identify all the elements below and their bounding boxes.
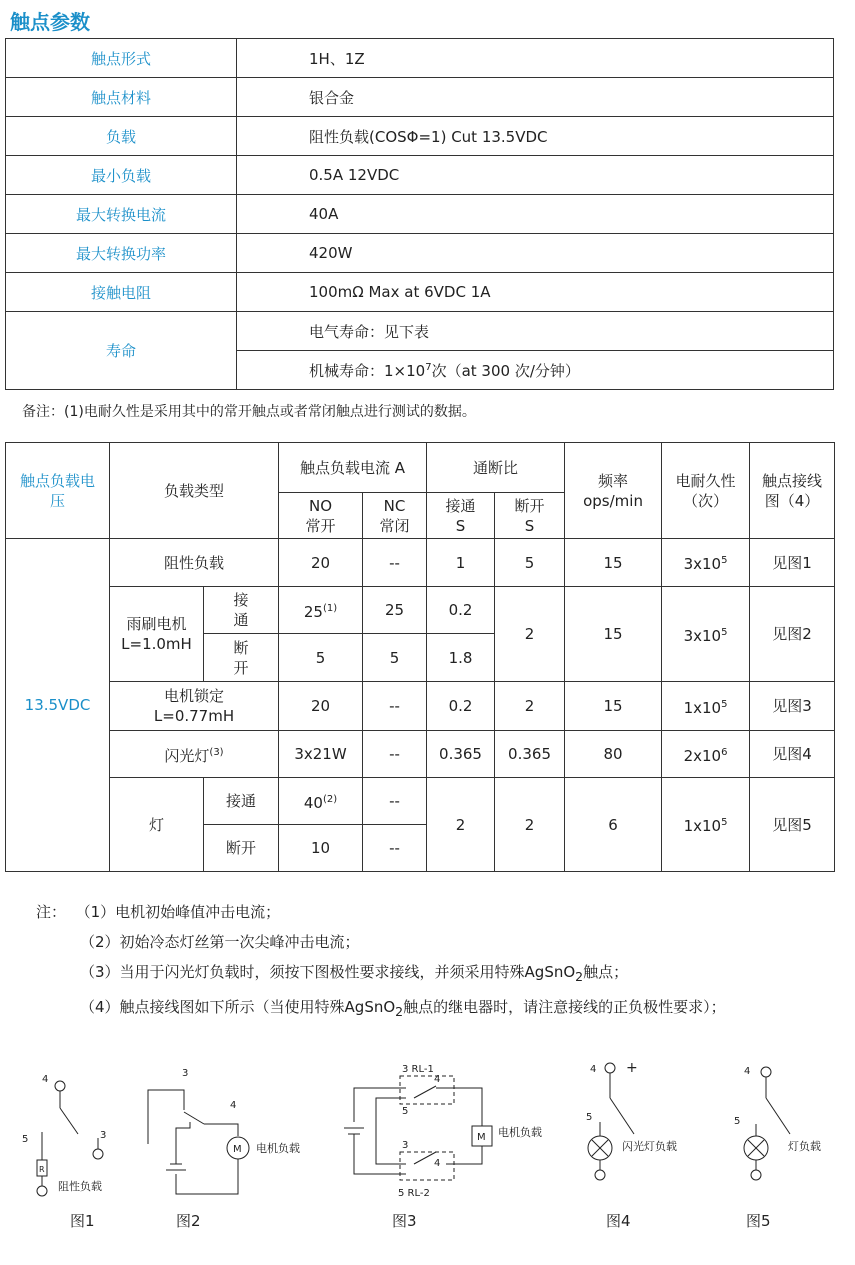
table-cell: 0.365 xyxy=(427,731,495,778)
header-cell xyxy=(662,443,750,539)
table-cell: 20 xyxy=(279,539,363,587)
header-text: 图（4） xyxy=(764,491,820,510)
resistor-label: R xyxy=(39,1165,45,1174)
table-cell: 见图5 xyxy=(750,778,835,872)
figure-caption: 图5 xyxy=(746,1212,771,1230)
dur-text: 3x10 xyxy=(683,626,722,645)
load-table xyxy=(5,442,835,872)
note-text: （3）当用于闪光灯负载时，须按下图极性要求接线，并须采用特殊AgSnO xyxy=(80,963,576,981)
figure-caption: 图1 xyxy=(70,1212,95,1230)
wiring-diagram-4 xyxy=(578,1052,708,1207)
table-cell: 见图3 xyxy=(750,682,835,731)
table-row xyxy=(6,234,834,273)
polarity-label: + xyxy=(626,1060,638,1076)
header-text: 触点接线 xyxy=(762,471,823,490)
table-cell: 15 xyxy=(565,682,662,731)
wire xyxy=(176,1159,238,1194)
param-key: 触点材料 xyxy=(6,78,237,117)
header-cell: 通断比 xyxy=(427,443,565,493)
switch-blade xyxy=(414,1152,436,1164)
param-key: 最大转换电流 xyxy=(6,195,237,234)
param-value: 420W xyxy=(237,234,834,273)
table-cell: 2 xyxy=(495,778,565,872)
pin-label: 4 xyxy=(434,1074,441,1085)
table-cell: -- xyxy=(363,539,427,587)
footnote-mark: (1) xyxy=(322,602,338,614)
cell-text: 25 xyxy=(303,602,323,621)
subscript: 2 xyxy=(395,1004,404,1019)
figure-caption: 图2 xyxy=(176,1212,201,1230)
header-text: 常闭 xyxy=(379,516,410,535)
param-value: 40A xyxy=(237,195,834,234)
table-cell: 5 xyxy=(495,539,565,587)
motor-label: M xyxy=(477,1132,486,1143)
wire xyxy=(354,1088,409,1122)
pin-label: 5 xyxy=(586,1112,593,1123)
table-cell xyxy=(662,731,750,778)
table-cell: 2 xyxy=(495,587,565,682)
table-cell xyxy=(110,682,279,731)
table-cell: 接通 xyxy=(204,778,279,825)
header-cell xyxy=(363,493,427,539)
dur-text: 3x10 xyxy=(683,555,722,573)
note-line xyxy=(36,957,726,992)
table-row xyxy=(6,682,835,731)
figure-caption: 图4 xyxy=(606,1212,631,1230)
terminal xyxy=(751,1170,761,1180)
cell-text: 40 xyxy=(303,793,323,812)
note-text: （4）触点接线图如下所示（当使用特殊AgSnO xyxy=(80,998,396,1016)
table-cell: 3x21W xyxy=(279,731,363,778)
table-row xyxy=(6,195,834,234)
wire xyxy=(446,1146,482,1164)
terminal-4 xyxy=(605,1063,615,1073)
mech-life-text: 机械寿命：1×10 xyxy=(309,361,426,380)
param-key: 接触电阻 xyxy=(6,273,237,312)
table-cell: 0.2 xyxy=(427,682,495,731)
wire xyxy=(436,1088,482,1126)
note-line xyxy=(36,992,726,1027)
note-text: （1）电机初始峰值冲击电流； xyxy=(75,903,281,921)
pin-label: 3 xyxy=(182,1068,189,1079)
table-cell: 见图2 xyxy=(750,587,835,682)
header-text: 接通 xyxy=(445,496,476,515)
table-cell: 5 xyxy=(279,634,363,682)
header-text: NC xyxy=(383,496,406,515)
table-cell: -- xyxy=(363,825,427,872)
terminal-4 xyxy=(55,1081,65,1091)
table-cell xyxy=(110,587,204,682)
table-row xyxy=(6,312,834,351)
exponent: 7 xyxy=(425,361,432,373)
exponent: 6 xyxy=(721,746,728,758)
table-cell xyxy=(204,634,279,682)
pin-label: 4 xyxy=(434,1158,441,1169)
notes-block xyxy=(36,897,726,1027)
figure-caption: 图3 xyxy=(392,1212,417,1230)
table-cell: 25 xyxy=(363,587,427,634)
exponent: 5 xyxy=(721,817,728,828)
param-value: 银合金 xyxy=(237,78,834,117)
wire xyxy=(354,1134,409,1174)
switch-blade xyxy=(414,1086,436,1098)
table-cell xyxy=(662,539,750,587)
switch-blade xyxy=(60,1108,78,1134)
table-row xyxy=(6,156,834,195)
contact-params-table xyxy=(5,38,834,390)
terminal xyxy=(37,1186,47,1196)
relay-label: 5 RL-2 xyxy=(398,1188,430,1199)
cell-text: L=1.0mH xyxy=(121,635,192,653)
table-cell: -- xyxy=(363,731,427,778)
header-text: （次） xyxy=(683,491,729,510)
header-cell xyxy=(750,443,835,539)
table-cell xyxy=(662,682,750,731)
header-cell xyxy=(6,443,110,539)
pin-label: 4 xyxy=(42,1074,49,1085)
table-cell: 20 xyxy=(279,682,363,731)
param-value: 电气寿命：见下表 xyxy=(237,312,834,351)
header-text: 电耐久性 xyxy=(675,471,736,490)
table-cell: 80 xyxy=(565,731,662,778)
table-cell: 断开 xyxy=(204,825,279,872)
table-cell: 0.365 xyxy=(495,731,565,778)
relay-rl1 xyxy=(400,1076,454,1104)
cell-text: 雨刷电机 xyxy=(126,615,187,633)
switch-blade xyxy=(766,1098,790,1134)
param-key: 负载 xyxy=(6,117,237,156)
exponent: 5 xyxy=(721,555,728,566)
page-title: 触点参数 xyxy=(10,10,90,34)
header-cell: 负载类型 xyxy=(110,443,279,539)
note-line xyxy=(36,897,726,927)
header-text: 常开 xyxy=(305,516,336,535)
dur-text: 1x10 xyxy=(683,698,722,717)
table-cell: 10 xyxy=(279,825,363,872)
relay-label: 3 RL-1 xyxy=(402,1064,434,1075)
table-cell: 见图4 xyxy=(750,731,835,778)
load-label: 电机负载 xyxy=(256,1142,300,1155)
header-cell xyxy=(565,443,662,539)
exponent: 5 xyxy=(721,698,728,710)
switch-blade xyxy=(184,1112,204,1124)
footnote-mark: (2) xyxy=(322,793,338,805)
cell-text: 电机锁定 xyxy=(164,687,225,705)
header-text: ops/min xyxy=(583,491,643,510)
pin-label: 5 xyxy=(22,1134,29,1145)
header-text: S xyxy=(455,516,466,535)
param-key: 触点形式 xyxy=(6,39,237,78)
table-row xyxy=(6,587,835,634)
load-label: 电机负载 xyxy=(498,1126,542,1139)
header-cell xyxy=(427,493,495,539)
pin-label: 4 xyxy=(230,1100,237,1111)
table-cell: -- xyxy=(363,682,427,731)
relay-rl2 xyxy=(400,1152,454,1180)
header-text: NO xyxy=(309,496,333,515)
switch-blade xyxy=(610,1098,634,1134)
param-key: 最小负载 xyxy=(6,156,237,195)
table-cell: 阻性负载 xyxy=(110,539,279,587)
param-value: 1H、1Z xyxy=(237,39,834,78)
cell-text: 开 xyxy=(233,658,249,677)
table-cell: 1 xyxy=(427,539,495,587)
table-cell xyxy=(204,587,279,634)
footnote-mark: (3) xyxy=(209,746,224,758)
table-cell xyxy=(662,587,750,682)
dur-text: 1x10 xyxy=(683,817,722,835)
exponent: 5 xyxy=(721,626,728,638)
table-row xyxy=(6,273,834,312)
cell-text: L=0.77mH xyxy=(153,707,235,725)
wiring-diagram-1 xyxy=(18,1052,128,1207)
table-cell xyxy=(279,587,363,634)
header-text: 断开 xyxy=(514,496,545,515)
note-line: （2）初始冷态灯丝第一次尖峰冲击电流； xyxy=(80,933,360,951)
param-key: 寿命 xyxy=(6,312,237,390)
table-cell: 15 xyxy=(565,539,662,587)
wire xyxy=(148,1090,184,1144)
pin-label: 4 xyxy=(744,1066,751,1077)
note-text: 触点的继电器时，请注意接线的正负极性要求）； xyxy=(403,998,726,1016)
load-label: 灯负载 xyxy=(788,1140,821,1153)
table-row xyxy=(6,117,834,156)
wire xyxy=(176,1122,190,1164)
header-text: S xyxy=(524,516,535,535)
param-key: 最大转换功率 xyxy=(6,234,237,273)
table-row xyxy=(6,539,835,587)
table-row xyxy=(6,39,834,78)
table-cell: 1.8 xyxy=(427,634,495,682)
table-cell: 5 xyxy=(363,634,427,682)
note-text: 触点； xyxy=(583,963,629,981)
param-value: 阻性负载(COSΦ=1) Cut 13.5VDC xyxy=(237,117,834,156)
table-cell: 2 xyxy=(427,778,495,872)
table-cell: 2 xyxy=(495,682,565,731)
table-cell: -- xyxy=(363,778,427,825)
cell-text: 通 xyxy=(233,611,249,629)
terminal-4 xyxy=(761,1067,771,1077)
table-cell: 见图1 xyxy=(750,539,835,587)
header-cell: 触点负载电流 A xyxy=(279,443,427,493)
terminal xyxy=(595,1170,605,1180)
table-cell: 6 xyxy=(565,778,662,872)
remark-text: 备注：(1)电耐久性是采用其中的常开触点或者常闭触点进行测试的数据。 xyxy=(22,404,476,420)
table-cell xyxy=(279,778,363,825)
table-row xyxy=(6,443,835,493)
table-cell xyxy=(662,778,750,872)
cell-text: 闪光灯 xyxy=(164,746,210,765)
dur-text: 2x10 xyxy=(683,746,722,765)
load-label: 阻性负载 xyxy=(58,1180,102,1193)
motor-label: M xyxy=(233,1144,242,1155)
table-row xyxy=(6,78,834,117)
wiring-diagram-3 xyxy=(336,1052,566,1207)
pin-label: 5 xyxy=(734,1116,741,1127)
pin-label: 3 xyxy=(100,1130,107,1141)
notes-lead: 注： xyxy=(36,903,67,921)
table-cell: 灯 xyxy=(110,778,204,872)
mech-life-text: 次（at 300 次/分钟） xyxy=(431,361,580,380)
pin-label: 4 xyxy=(590,1064,597,1075)
param-value: 0.5A 12VDC xyxy=(237,156,834,195)
wiring-diagram-5 xyxy=(724,1052,849,1207)
voltage-cell: 13.5VDC xyxy=(6,539,110,872)
param-value xyxy=(237,351,834,390)
param-value: 100mΩ Max at 6VDC 1A xyxy=(237,273,834,312)
table-row xyxy=(6,731,835,778)
cell-text: 断 xyxy=(233,638,249,657)
header-text: 触点负载电压 xyxy=(19,471,95,510)
header-text: 频率 xyxy=(598,471,629,490)
wiring-diagram-2 xyxy=(140,1052,320,1207)
pin-label: 5 xyxy=(402,1106,409,1117)
header-cell xyxy=(279,493,363,539)
table-cell xyxy=(110,731,279,778)
table-cell: 0.2 xyxy=(427,587,495,634)
header-cell xyxy=(495,493,565,539)
wire xyxy=(204,1124,238,1136)
pin-label: 3 xyxy=(402,1140,409,1151)
table-cell: 15 xyxy=(565,587,662,682)
cell-text: 接 xyxy=(233,591,249,609)
load-label: 闪光灯负载 xyxy=(622,1140,677,1153)
terminal-3 xyxy=(93,1149,103,1159)
table-row xyxy=(6,778,835,825)
subscript: 2 xyxy=(575,969,584,984)
